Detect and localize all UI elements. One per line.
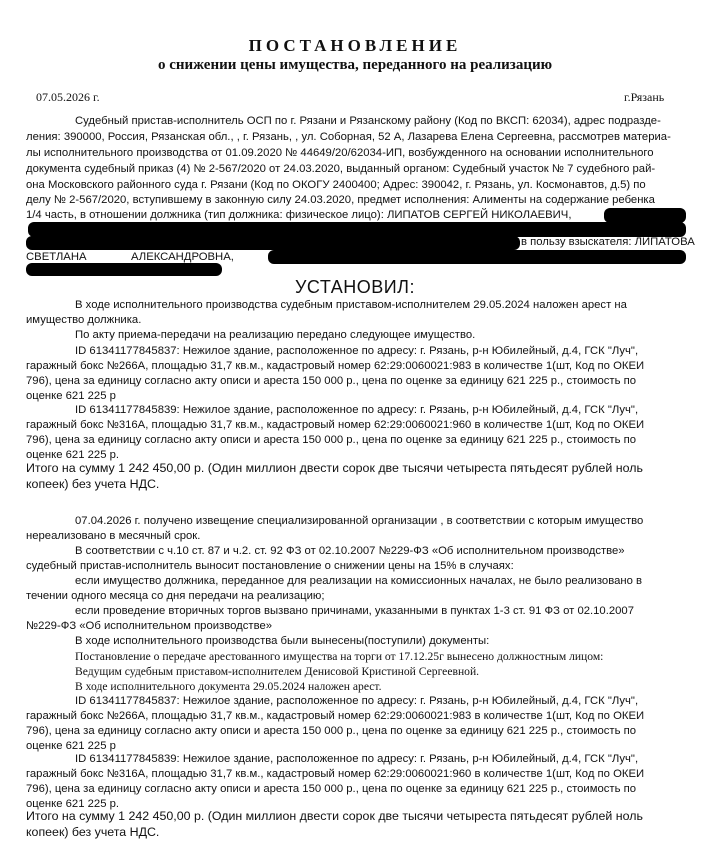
property-item-line: гаражный бокс №266А, площадью 31,7 кв.м., кадастровый номер 62:29:0060021:983 в количестве 1(шт, Код по ОКЕИ (26, 710, 645, 722)
property-item-line: гаражный бокс №316А, площадью 31,7 кв.м., кадастровый номер 62:29:0060021:960 в количестве 1(шт, Код по ОКЕИ (26, 768, 645, 780)
intro-line: Судебный пристав-исполнитель ОСП по г. Рязани и Рязанскому району (Код по ВКСП: 62034), адрес подразде- (75, 115, 661, 127)
property-item-line: ID 61341177845839: Нежилое здание, расположенное по адресу: г. Рязань, р-н Юбилейный, д.4, ГСК "Луч", (75, 404, 639, 416)
property-item-line: оценке 621 225 р (26, 390, 116, 402)
notice-line: В ходе исполнительного документа 29.05.2024 наложен арест. (75, 680, 382, 693)
property-item-line: ID 61341177845839: Нежилое здание, расположенное по адресу: г. Рязань, р-н Юбилейный, д.4, ГСК "Луч", (75, 753, 639, 765)
notice-line: Постановление о передаче арестованного имущества на торги от 17.12.25г вынесено должностным лицом: (75, 650, 604, 663)
redaction-block (604, 208, 686, 223)
notice-line: нереализовано в месячный срок. (26, 530, 201, 542)
document-title: ПОСТАНОВЛЕНИЕ (248, 36, 462, 55)
intro-claimant: в пользу взыскателя: ЛИПАТОВА (521, 236, 695, 248)
redaction-block (26, 236, 520, 250)
total-line: Итого на сумму 1 242 450,00 р. (Один миллион двести сорок две тысячи четыреста пятьдесят рублей ноль (26, 809, 643, 823)
property-item-line: оценке 621 225 р. (26, 798, 120, 810)
property-item-line: гаражный бокс №316А, площадью 31,7 кв.м., кадастровый номер 62:29:0060021:960 в количестве 1(шт, Код по ОКЕИ (26, 419, 645, 431)
document-subtitle: о снижении цены имущества, переданного на реализацию (157, 57, 553, 73)
property-item-line: 796), цена за единицу согласно акту описи и ареста 150 000 р., цена по оценке за единицу 621 225 р., стоимость по (26, 434, 637, 446)
intro-line: она Московского районного суда г. Рязани (Код по ОКОГУ 2400400; Адрес: 390042, г. Рязань, ул. Космонавтов, д.5) по (26, 179, 646, 191)
property-item-line: ID 61341177845837: Нежилое здание, расположенное по адресу: г. Рязань, р-н Юбилейный, д.4, ГСК "Луч", (75, 695, 639, 707)
notice-line: течении одного месяца со дня передачи на реализацию; (26, 590, 325, 602)
body-line: В ходе исполнительного производства судебным приставом-исполнителем 29.05.2024 наложен арест на (75, 299, 627, 311)
intro-claimant-first-name: СВЕТЛАНА (26, 251, 87, 263)
total-line: копеек) без учета НДС. (26, 825, 160, 839)
document-date: 07.05.2026 г. (36, 90, 100, 104)
property-item-line: 796), цена за единицу согласно акту описи и ареста 150 000 р., цена по оценке за единицу 621 225 р., стоимость по (26, 783, 637, 795)
notice-line: если проведение вторичных торгов вызвано причинами, указанными в пунктах 1-3 ст. 91 ФЗ от 02.10.2007 (75, 605, 634, 617)
property-item-line: оценке 621 225 р. (26, 449, 120, 461)
total-line: Итого на сумму 1 242 450,00 р. (Один миллион двести сорок две тысячи четыреста пятьдесят рублей ноль (26, 461, 643, 475)
notice-line: если имущество должника, переданное для реализации на комиссионных началах, не было реализовано в (75, 575, 643, 587)
notice-line: №229-ФЗ «Об исполнительном производстве» (26, 620, 273, 632)
intro-line: лы исполнительного производства от 01.09.2020 № 44649/20/62034-ИП, возбужденного на основании исполнительного (26, 147, 654, 159)
total-line: копеек) без учета НДС. (26, 477, 160, 491)
intro-claimant-patronymic: АЛЕКСАНДРОВНА, (131, 251, 234, 263)
property-item-line: 796), цена за единицу согласно акту описи и ареста 150 000 р., цена по оценке за единицу 621 225 р., стоимость по (26, 375, 637, 387)
intro-line: ления: 390000, Россия, Рязанская обл., , г. Рязань, , ул. Соборная, 52 А, Лазарева Елена Сергеевна, рассмотрев материа- (26, 131, 671, 143)
redaction-block (26, 263, 222, 276)
property-item-line: 796), цена за единицу согласно акту описи и ареста 150 000 р., цена по оценке за единицу 621 225 р., стоимость по (26, 725, 637, 737)
body-line: По акту приема-передачи на реализацию передано следующее имущество. (75, 329, 476, 341)
notice-line: 07.04.2026 г. получено извещение специализированной организации , в соответствии с которым имущество (75, 515, 644, 527)
intro-line: документа судебный приказ (4) № 2-567/2020 от 24.03.2020, выданный органом: Судебный участок № 7 судебного рай- (26, 163, 656, 175)
notice-line: В ходе исполнительного производства были вынесены(поступили) документы: (75, 635, 490, 647)
intro-line: делу № 2-567/2020, вступившему в законную силу 24.03.2020, предмет исполнения: Алименты на содержание ребенка (26, 194, 655, 206)
notice-line: Ведущим судебным приставом-исполнителем Денисовой Кристиной Сергеевной. (75, 665, 480, 678)
section-heading: УСТАНОВИЛ: (295, 277, 415, 297)
intro-line-debtor: 1/4 часть, в отношении должника (тип должника: физическое лицо): ЛИПАТОВ СЕРГЕЙ НИКОЛАЕВИЧ, (26, 209, 572, 221)
property-item-line: ID 61341177845837: Нежилое здание, расположенное по адресу: г. Рязань, р-н Юбилейный, д.4, ГСК "Луч", (75, 345, 639, 357)
notice-line: судебный пристав-исполнитель выносит постановление о снижении цены на 15% в случаях: (26, 560, 514, 572)
property-item-line: оценке 621 225 р (26, 740, 116, 752)
redaction-block (268, 250, 686, 264)
body-line: имущество должника. (26, 314, 142, 326)
notice-line: В соответствии с ч.10 ст. 87 и ч.2. ст. 92 ФЗ от 02.10.2007 №229-ФЗ «Об исполнительном производстве» (75, 545, 625, 557)
document-city: г.Рязань (624, 90, 665, 104)
property-item-line: гаражный бокс №266А, площадью 31,7 кв.м., кадастровый номер 62:29:0060021:983 в количестве 1(шт, Код по ОКЕИ (26, 360, 645, 372)
